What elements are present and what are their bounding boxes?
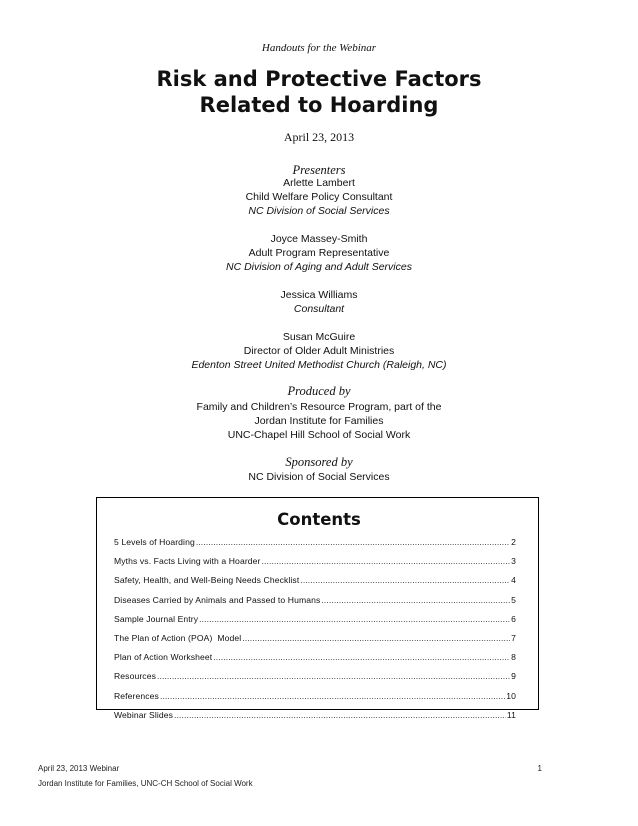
- footer-page-number: 1: [537, 764, 542, 773]
- toc-leader-dots: [321, 595, 510, 605]
- toc-entry-page: 5: [511, 594, 516, 605]
- toc-entry-page: 11: [506, 709, 516, 720]
- toc-entry-page: 9: [511, 671, 516, 682]
- toc-leader-dots: [196, 537, 510, 547]
- toc-entry-label: Myths vs. Facts Living with a Hoarder: [114, 556, 261, 567]
- toc-entry-label: The Plan of Action (POA) Model: [114, 632, 242, 643]
- page-title-line-2: Related to Hoarding: [199, 93, 439, 117]
- toc-entry-page: 6: [511, 613, 516, 624]
- toc-entry-label: 5 Levels of Hoarding: [114, 537, 195, 547]
- toc-leader-dots: [160, 691, 505, 701]
- presenter-role: Director of Older Adult Ministries: [243, 345, 395, 357]
- sponsored-by-line: NC Division of Social Services: [248, 471, 390, 483]
- produced-by-line: Jordan Institute for Families: [254, 415, 384, 427]
- toc-entry[interactable]: [114, 614, 516, 633]
- page-title-line-1: Risk and Protective Factors: [156, 67, 482, 91]
- toc-leader-dots: [174, 710, 506, 720]
- toc-leader-dots: [300, 575, 510, 585]
- toc-entry-page: 8: [511, 652, 516, 663]
- toc-entry[interactable]: [114, 671, 516, 690]
- produced-by-line: Family and Children’s Resource Program, part of the: [196, 401, 442, 413]
- toc-leader-dots: [242, 633, 510, 643]
- toc-entry[interactable]: [114, 595, 516, 614]
- toc-entry-label: Plan of Action Worksheet: [114, 652, 213, 663]
- toc-leader-dots: [157, 671, 510, 681]
- toc-entry[interactable]: [114, 575, 516, 594]
- toc-entry-page: 4: [511, 575, 516, 586]
- presenter-org: NC Division of Social Services: [248, 205, 390, 217]
- presenters-heading: Presenters: [292, 163, 346, 177]
- presenter-org: Edenton Street United Methodist Church (Raleigh, NC): [191, 359, 447, 371]
- webinar-date: April 23, 2013: [283, 130, 355, 144]
- presenter-name: Susan McGuire: [282, 331, 356, 343]
- produced-by-heading: Produced by: [287, 384, 351, 398]
- toc-entry[interactable]: [114, 633, 516, 652]
- sponsored-by-heading: Sponsored by: [285, 455, 353, 469]
- handout-kicker: Handouts for the Webinar: [261, 42, 377, 54]
- toc-entry-page: 7: [511, 632, 516, 643]
- toc-entry-label: Diseases Carried by Animals and Passed to Humans: [114, 594, 321, 605]
- toc-entry[interactable]: [114, 556, 516, 575]
- toc-entry[interactable]: [114, 537, 516, 556]
- presenter-org: NC Division of Aging and Adult Services: [226, 261, 412, 273]
- toc-entry-label: Sample Journal Entry: [114, 613, 199, 624]
- presenter-name: Joyce Massey-Smith: [270, 233, 368, 245]
- footer-institute-line: Jordan Institute for Families, UNC-CH School of Social Work: [38, 779, 253, 788]
- table-of-contents: [114, 537, 516, 729]
- contents-title: Contents: [277, 510, 361, 529]
- toc-entry[interactable]: [114, 710, 516, 729]
- toc-entry[interactable]: [114, 691, 516, 710]
- presenter-org: Consultant: [293, 303, 345, 315]
- presenter-name: Arlette Lambert: [283, 177, 355, 189]
- toc-entry[interactable]: [114, 652, 516, 671]
- toc-leader-dots: [213, 652, 510, 662]
- footer-webinar-line: April 23, 2013 Webinar: [38, 764, 120, 773]
- toc-entry-page: 3: [511, 556, 516, 567]
- toc-entry-label: References: [114, 690, 159, 701]
- toc-entry-page: 10: [506, 690, 516, 701]
- toc-entry-label: Resources: [114, 671, 156, 682]
- presenter-name: Jessica Williams: [280, 289, 358, 301]
- presenter-role: Adult Program Representative: [248, 247, 390, 259]
- toc-entry-label: Webinar Slides: [114, 709, 174, 720]
- produced-by-line: UNC-Chapel Hill School of Social Work: [227, 429, 411, 441]
- toc-entry-label: Safety, Health, and Well-Being Needs Checklist: [114, 575, 300, 586]
- presenter-role: Child Welfare Policy Consultant: [245, 191, 393, 203]
- toc-entry-page: 2: [511, 537, 516, 547]
- toc-leader-dots: [199, 614, 510, 624]
- toc-leader-dots: [262, 556, 511, 566]
